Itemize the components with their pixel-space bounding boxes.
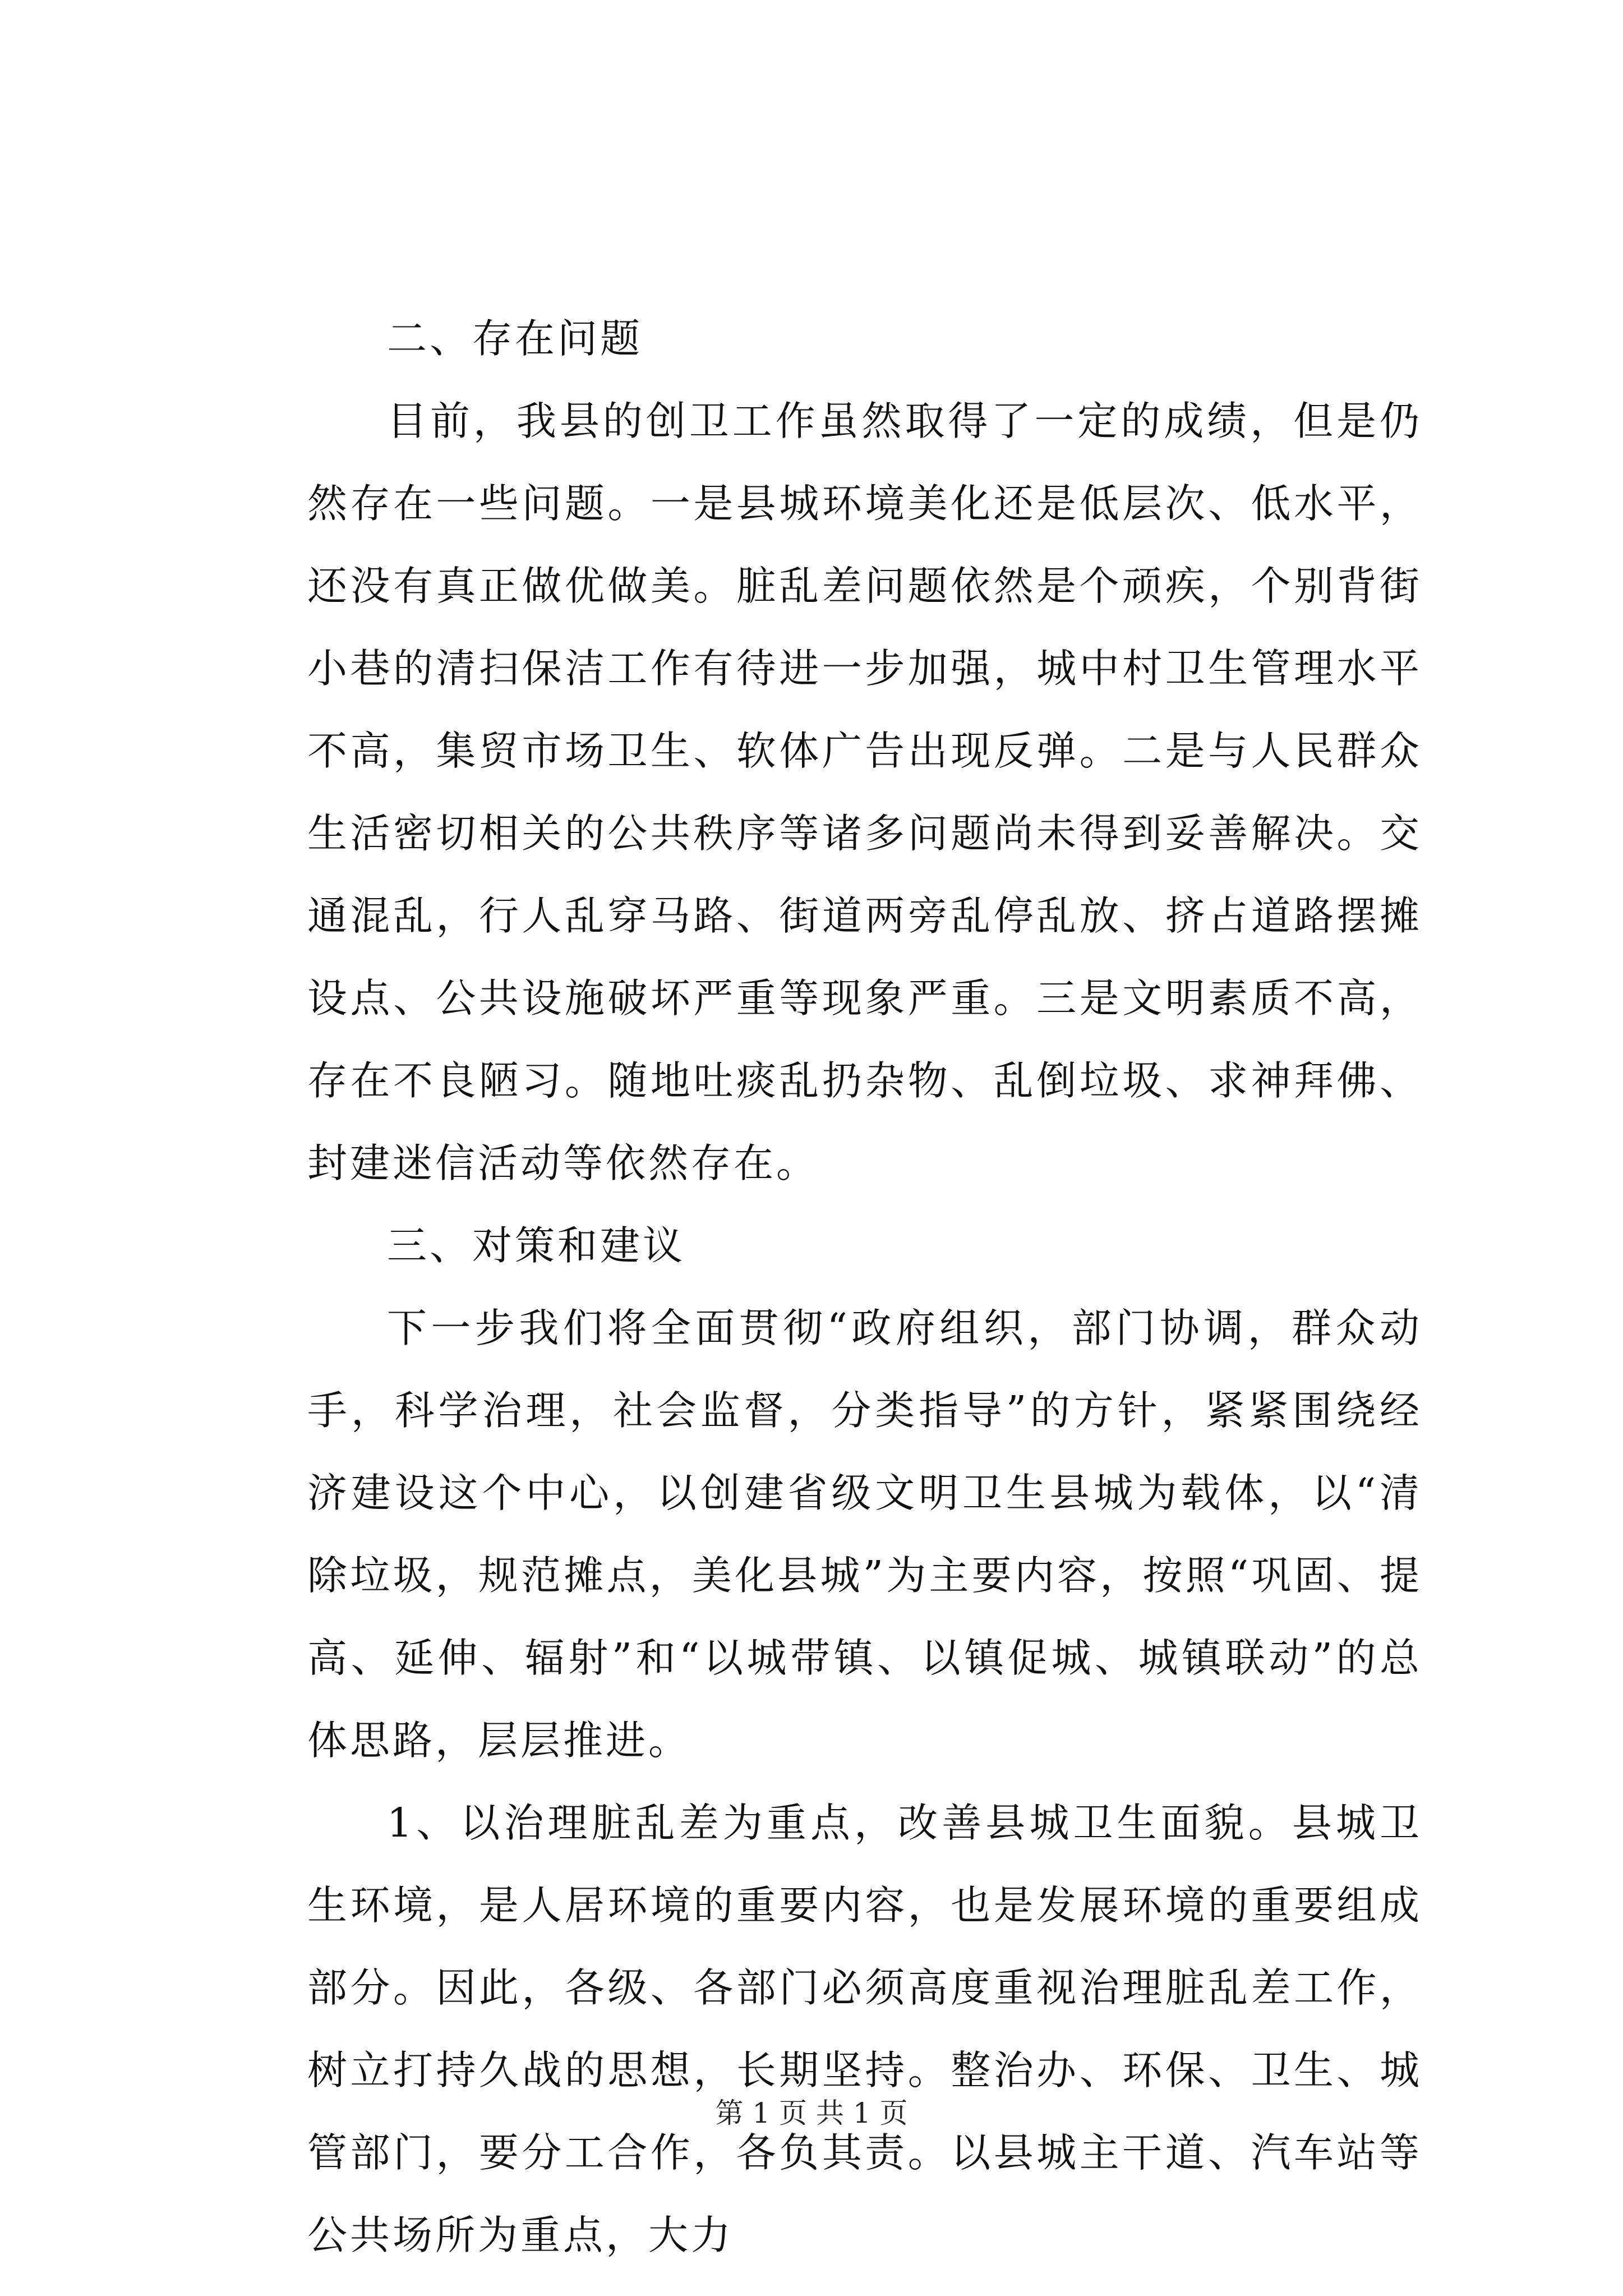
document-body (307, 297, 1422, 2276)
section-heading-problems: 二、存在问题 (387, 315, 643, 362)
paragraph-suggestions-intro: 下一步我们将全面贯彻“政府组织，部门协调，群众动手，科学治理，社会监督，分类指导”的方针，紧紧围绕经济建设这个中心，以创建省级文明卫生县城为载体，以“清除垃圾，规范摊点，美化县城”为主要内容，按照“巩固、提高、延伸、辐射”和“以城带镇、以镇促城、城镇联动”的总体思路，层层推进。 (307, 1305, 1422, 1764)
page-footer: 第 1 页 共 1 页 (715, 2097, 908, 2129)
paragraph-problems: 目前，我县的创卫工作虽然取得了一定的成绩，但是仍然存在一些问题。一是县城环境美化还是低层次、低水平，还没有真正做优做美。脏乱差问题依然是个顽疾，个别背街小巷的清扫保洁工作有待进一步加强，城中村卫生管理水平不高，集贸市场卫生、软体广告出现反弹。二是与人民群众生活密切相关的公共秩序等诸多问题尚未得到妥善解决。交通混乱，行人乱穿马路、街道两旁乱停乱放、挤占道路摆摊设点、公共设施破坏严重等现象严重。三是文明素质不高，存在不良陋习。随地吐痰乱扔杂物、乱倒垃圾、求神拜佛、封建迷信活动等依然存在。 (307, 398, 1422, 1186)
paragraph-suggestions-item-1: 1、以治理脏乱差为重点，改善县城卫生面貌。县城卫生环境，是人居环境的重要内容，也是发展环境的重要组成部分。因此，各级、各部门必须高度重视治理脏乱差工作，树立打持久战的思想，长期坚持。整治办、环保、卫生、城管部门，要分工合作，各负其责。以县城主干道、汽车站等公共场所为重点，大力 (307, 1800, 1422, 2258)
section-heading-suggestions: 三、对策和建议 (387, 1222, 686, 1269)
